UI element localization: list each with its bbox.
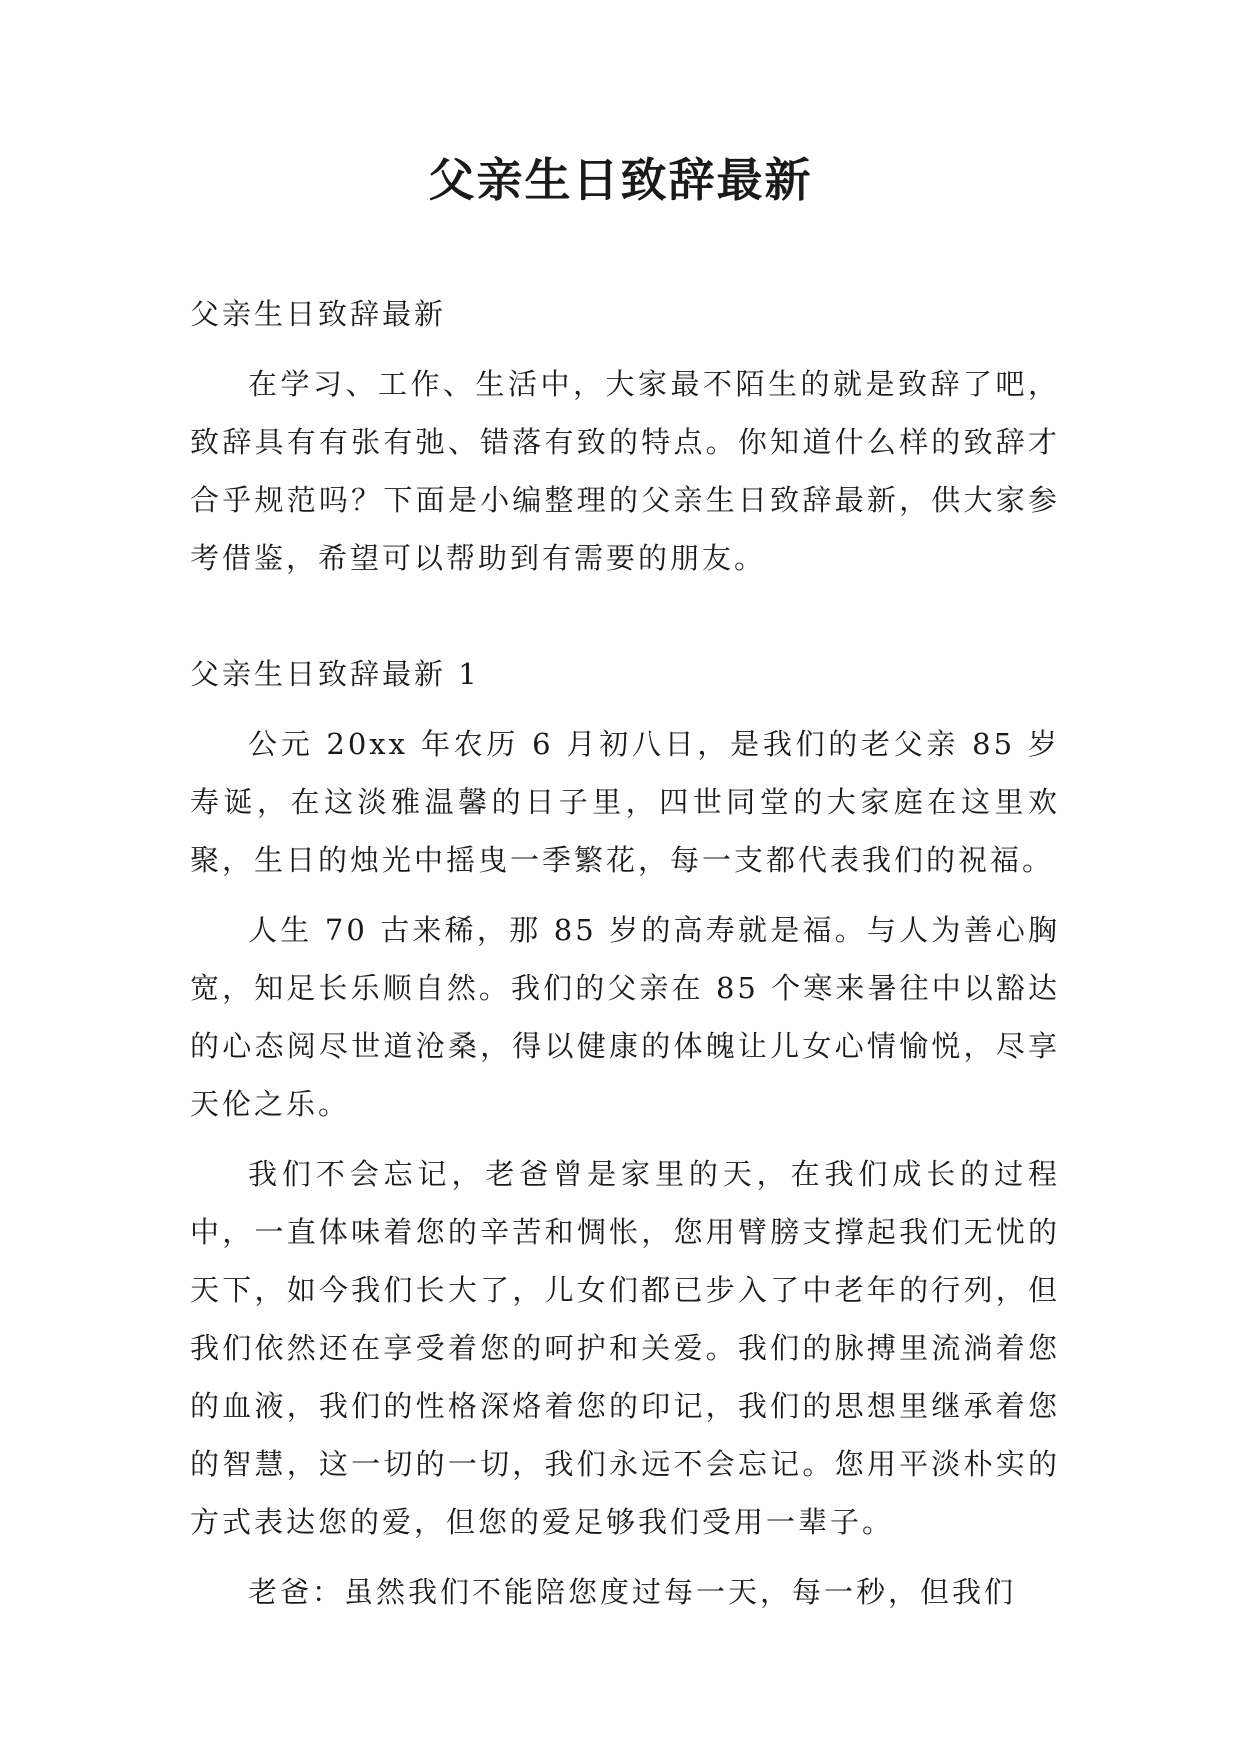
section-spacer [190, 587, 1060, 645]
spacer [190, 343, 1060, 355]
body-paragraph: 人生 70 古来稀，那 85 岁的高寿就是福。与人为善心胸宽，知足长乐顺自然。我们的父亲在 85 个寒来暑往中以豁达的心态阅尽世道沧桑，得以健康的体魄让儿女心情愉悦，尽享天伦之乐。 [190, 913, 1060, 1121]
intro-paragraph: 在学习、工作、生活中，大家最不陌生的就是致辞了吧，致辞具有有张有弛、错落有致的特点。你知道什么样的致辞才合乎规范吗？下面是小编整理的父亲生日致辞最新，供大家参考借鉴，希望可以帮助到有需要的朋友。 [190, 367, 1060, 575]
document-body [190, 285, 1060, 1621]
body-paragraph: 公元 20xx 年农历 6 月初八日，是我们的老父亲 85 岁寿诞，在这淡雅温馨的日子里，四世同堂的大家庭在这里欢聚，生日的烛光中摇曳一季繁花，每一支都代表我们的祝福。 [190, 727, 1060, 877]
intro-heading: 父亲生日致辞最新 [190, 297, 447, 331]
spacer [190, 1551, 1060, 1563]
spacer [190, 889, 1060, 901]
body-paragraph: 老爸：虽然我们不能陪您度过每一天，每一秒，但我们 [248, 1575, 1017, 1609]
spacer [190, 1133, 1060, 1145]
section-heading: 父亲生日致辞最新 1 [190, 657, 480, 691]
body-paragraph: 我们不会忘记，老爸曾是家里的天，在我们成长的过程中，一直体味着您的辛苦和惆怅，您用臂膀支撑起我们无忧的天下，如今我们长大了，儿女们都已步入了中老年的行列，但我们依然还在享受着您的呵护和关爱。我们的脉搏里流淌着您的血液，我们的性格深烙着您的印记，我们的思想里继承着您的智慧，这一切的一切，我们永远不会忘记。您用平淡朴实的方式表达您的爱，但您的爱足够我们受用一辈子。 [190, 1157, 1060, 1539]
spacer [190, 703, 1060, 715]
document-title: 父亲生日致辞最新 [428, 153, 813, 207]
